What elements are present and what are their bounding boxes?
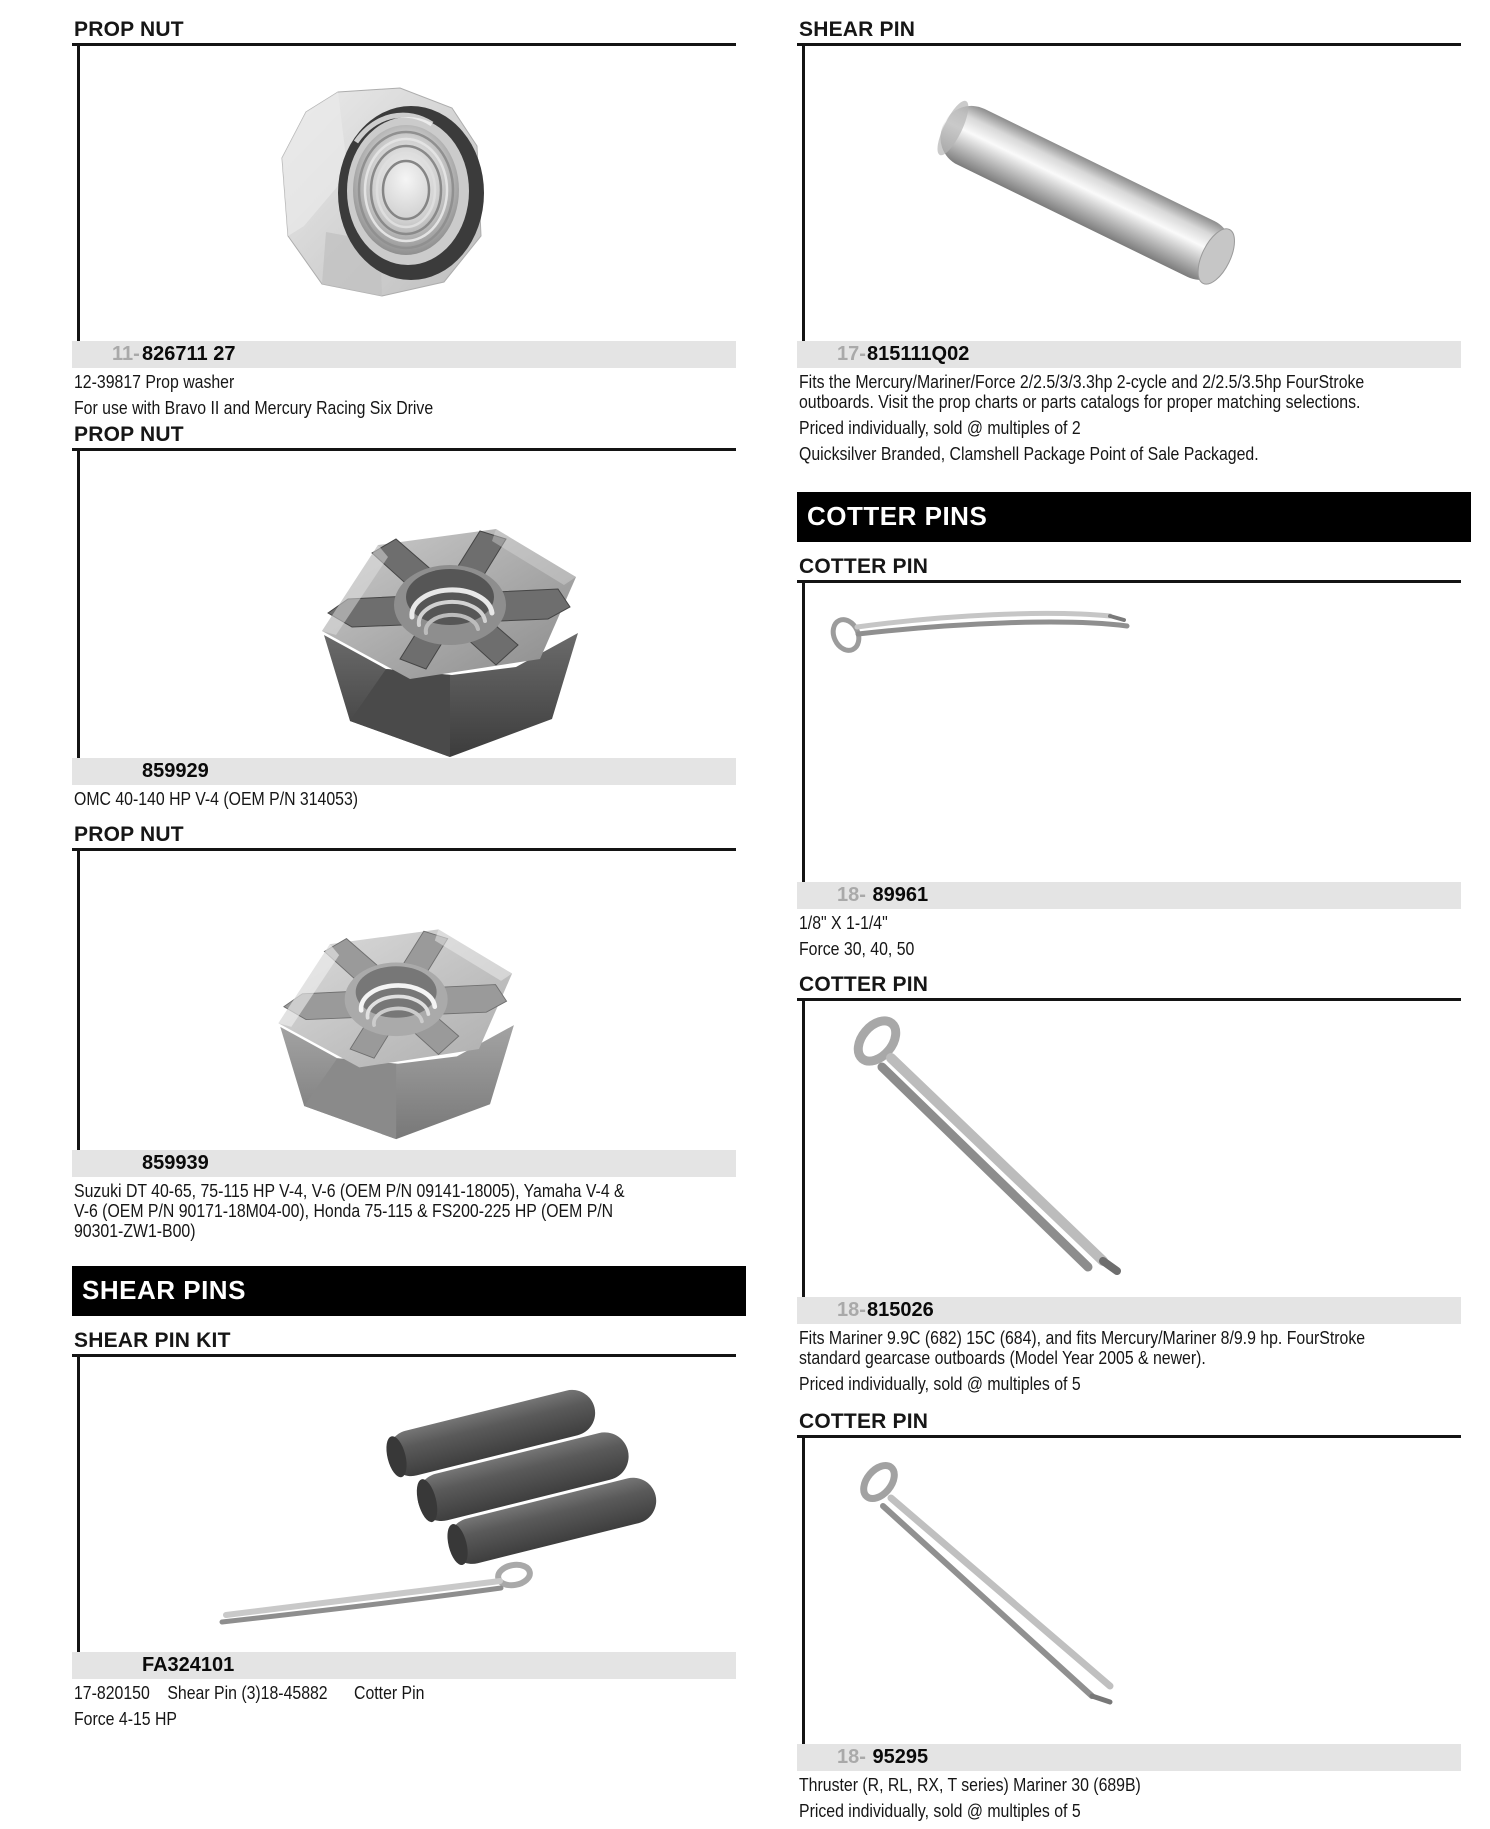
product-description bbox=[797, 913, 1461, 959]
product-description bbox=[72, 789, 736, 809]
description-line: OMC 40-140 HP V-4 (OEM P/N 314053) bbox=[74, 789, 359, 809]
description-line: 90301-ZW1-B00) bbox=[74, 1221, 196, 1241]
product-section-prop-nut-3 bbox=[72, 825, 736, 1241]
description-line: standard gearcase outboards (Model Year 2005 & newer). bbox=[799, 1348, 1206, 1368]
section-heading: PROP NUT bbox=[72, 825, 736, 851]
description-line: Suzuki DT 40-65, 75-115 HP V-4, V-6 (OEM P/N 09141-18005), Yamaha V-4 & bbox=[74, 1181, 625, 1201]
product-section-prop-nut-1 bbox=[72, 20, 736, 418]
product-section-cotter-pin-1 bbox=[797, 557, 1461, 959]
part-number: 89961 bbox=[867, 884, 929, 906]
product-description bbox=[797, 1775, 1461, 1821]
part-number-bar bbox=[797, 882, 1461, 909]
part-number: 815111Q02 bbox=[867, 343, 970, 365]
part-number: 815026 bbox=[867, 1299, 934, 1321]
part-number-bar bbox=[72, 1150, 736, 1177]
description-line: Force 30, 40, 50 bbox=[799, 939, 915, 959]
section-heading: PROP NUT bbox=[72, 20, 736, 46]
part-number: 859929 bbox=[142, 760, 209, 782]
part-number-bar bbox=[797, 1744, 1461, 1771]
product-description bbox=[72, 1683, 736, 1729]
description-line: Fits Mariner 9.9C (682) 15C (684), and fits Mercury/Mariner 8/9.9 hp. FourStroke bbox=[799, 1328, 1366, 1348]
part-number-bar bbox=[72, 341, 736, 368]
product-description bbox=[72, 372, 736, 418]
part-number-bar bbox=[72, 758, 736, 785]
part-number-bar bbox=[72, 1652, 736, 1679]
product-description bbox=[72, 1181, 736, 1241]
product-image-frame bbox=[802, 1001, 1461, 1297]
product-image-frame bbox=[77, 46, 736, 341]
part-number: FA324101 bbox=[142, 1654, 235, 1676]
section-heading: COTTER PIN bbox=[797, 975, 1461, 1001]
description-line: V-6 (OEM P/N 90171-18M04-00), Honda 75-115 & FS200-225 HP (OEM P/N bbox=[74, 1201, 614, 1221]
section-heading: PROP NUT bbox=[72, 425, 736, 451]
description-line: Priced individually, sold @ multiples of 2 bbox=[799, 418, 1081, 438]
part-number-prefix: 17- bbox=[837, 343, 866, 365]
product-section-shear-pin bbox=[797, 20, 1461, 464]
castle-prop-nut-photo bbox=[80, 451, 736, 758]
part-number: 826711 27 bbox=[142, 343, 236, 365]
description-line: Thruster (R, RL, RX, T series) Mariner 30 (689B) bbox=[799, 1775, 1141, 1795]
section-heading: SHEAR PIN bbox=[797, 20, 1461, 46]
product-section-cotter-pin-2 bbox=[797, 975, 1461, 1394]
description-line: Quicksilver Branded, Clamshell Package Point of Sale Packaged. bbox=[799, 444, 1259, 464]
description-line: 12-39817 Prop washer bbox=[74, 372, 235, 392]
shear-pin-kit-photo bbox=[80, 1357, 736, 1652]
category-banner-cotter-pins: COTTER PINS bbox=[797, 492, 1471, 542]
product-image-frame bbox=[77, 851, 736, 1150]
castle-prop-nut-photo-2 bbox=[80, 851, 736, 1150]
product-description bbox=[797, 372, 1461, 464]
product-image-frame bbox=[77, 1357, 736, 1652]
part-number-prefix: 11- bbox=[112, 343, 140, 365]
part-number-prefix: 18- bbox=[837, 884, 866, 906]
description-line: 17-820150 Shear Pin (3)18-45882 Cotter Pin bbox=[74, 1683, 425, 1703]
section-heading: COTTER PIN bbox=[797, 1412, 1461, 1438]
part-number-prefix: 18- bbox=[837, 1299, 866, 1321]
cotter-pin-photo-3 bbox=[805, 1438, 1461, 1744]
prop-locknut-photo bbox=[80, 46, 736, 341]
section-heading: SHEAR PIN KIT bbox=[72, 1331, 736, 1357]
product-image-frame bbox=[802, 583, 1461, 882]
part-number-bar bbox=[797, 1297, 1461, 1324]
product-section-cotter-pin-3 bbox=[797, 1412, 1461, 1821]
part-number-bar bbox=[797, 341, 1461, 368]
product-image-frame bbox=[802, 1438, 1461, 1744]
part-number: 95295 bbox=[867, 1746, 929, 1768]
description-line: Priced individually, sold @ multiples of 5 bbox=[799, 1374, 1081, 1394]
product-section-prop-nut-2 bbox=[72, 425, 736, 809]
part-number: 859939 bbox=[142, 1152, 209, 1174]
part-number-prefix: 18- bbox=[837, 1746, 866, 1768]
section-heading: COTTER PIN bbox=[797, 557, 1461, 583]
description-line: 1/8" X 1-1/4" bbox=[799, 913, 888, 933]
description-line: For use with Bravo II and Mercury Racing Six Drive bbox=[74, 398, 434, 418]
product-description bbox=[797, 1328, 1461, 1394]
description-line: Fits the Mercury/Mariner/Force 2/2.5/3/3.3hp 2-cycle and 2/2.5/3.5hp FourStroke bbox=[799, 372, 1365, 392]
product-image-frame bbox=[802, 46, 1461, 341]
description-line: outboards. Visit the prop charts or parts catalogs for proper matching selections. bbox=[799, 392, 1361, 412]
description-line: Force 4-15 HP bbox=[74, 1709, 178, 1729]
product-image-frame bbox=[77, 451, 736, 758]
description-line: Priced individually, sold @ multiples of 5 bbox=[799, 1801, 1081, 1821]
shear-pin-photo bbox=[805, 46, 1461, 341]
cotter-pin-photo-2 bbox=[805, 1001, 1461, 1297]
cotter-pin-photo bbox=[805, 583, 1461, 882]
product-section-shear-pin-kit bbox=[72, 1331, 736, 1729]
category-banner-shear-pins: SHEAR PINS bbox=[72, 1266, 746, 1316]
